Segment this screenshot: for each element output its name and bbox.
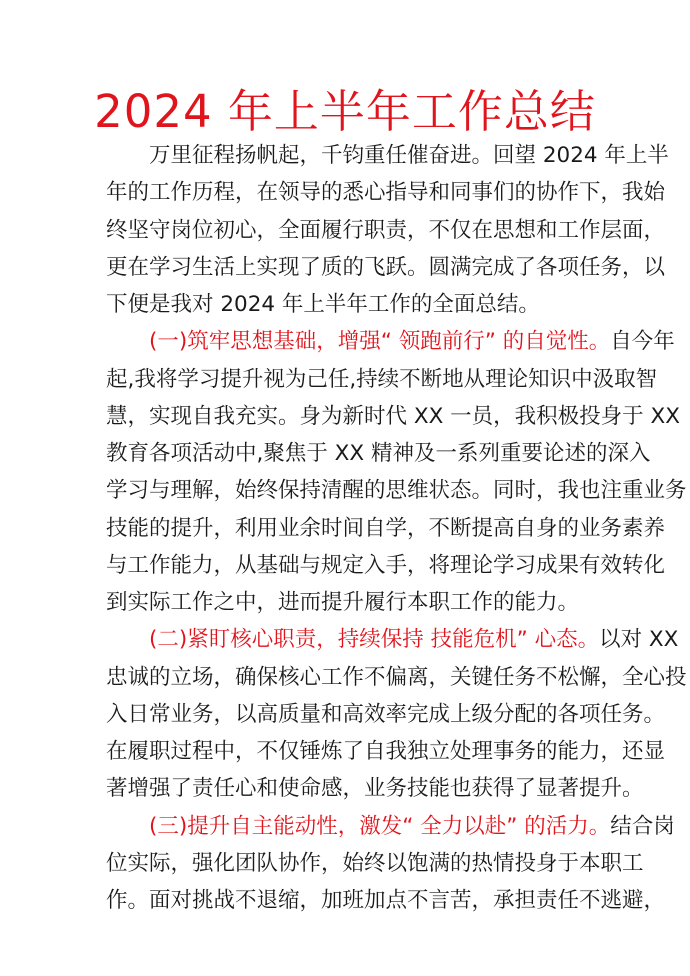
text-line bbox=[106, 323, 675, 360]
text-line: 到实际工作之中，进而提升履行本职工作的能力。 bbox=[106, 590, 580, 615]
text-line: 位实际，强化团队协作，始终以饱满的热情投身于本职工 bbox=[106, 850, 644, 876]
text-line: 入日常业务，以高质量和高效率完成上级分配的各项任务。 bbox=[106, 701, 666, 727]
text-line bbox=[106, 808, 675, 845]
section-1-paragraph bbox=[106, 323, 687, 621]
text-line: 年的工作历程，在领导的悉心指导和同事们的协作下，我始 bbox=[106, 180, 666, 206]
section-3-paragraph bbox=[106, 808, 675, 920]
text-span: 自今年 bbox=[610, 329, 675, 355]
section-heading: (二)紧盯核心职责，持续保持 技能危机” 心态。 bbox=[149, 627, 600, 653]
document-body bbox=[106, 137, 687, 919]
text-line: 终坚守岗位初心，全面履行职责，不仅在思想和工作层面， bbox=[106, 217, 666, 243]
text-line: 学习与理解，始终保持清醒的思维状态。同时，我也注重业务 bbox=[106, 478, 687, 504]
text-line: 作。面对挑战不退缩，加班加点不言苦，承担责任不逃避， bbox=[106, 888, 666, 913]
text-line: 万里征程扬帆起，千钧重任催奋进。回望 2024 年上半 bbox=[149, 143, 669, 168]
text-line: 起,我将学习提升视为己任,持续不断地从理论知识中汲取智 bbox=[106, 366, 658, 392]
text-span: 结合岗 bbox=[610, 813, 675, 839]
text-line: 著增强了责任心和使命感，业务技能也获得了显著提升。 bbox=[106, 776, 644, 802]
text-line: 下便是我对 2024 年上半年工作的全面总结。 bbox=[106, 292, 540, 317]
text-line: 慧，实现自我充实。身为新时代 XX 一员，我积极投身于 XX bbox=[106, 403, 680, 429]
text-line bbox=[106, 621, 679, 658]
text-line: 教育各项活动中,聚焦于 XX 精神及一系列重要论述的深入 bbox=[106, 441, 651, 466]
section-2-paragraph bbox=[106, 621, 687, 807]
text-line: 与工作能力，从基础与规定入手，将理论学习成果有效转化 bbox=[106, 552, 666, 578]
section-heading: (一)筑牢思想基础，增强“ 领跑前行” 的自觉性。 bbox=[149, 329, 611, 355]
text-line: 在履职过程中，不仅锤炼了自我独立处理事务的能力，还显 bbox=[106, 739, 666, 764]
text-line: 技能的提升，利用业余时间自学，不断提高自身的业务素养 bbox=[106, 515, 666, 541]
text-line: 更在学习生活上实现了质的飞跃。圆满完成了各项任务，以 bbox=[106, 254, 666, 280]
text-span: 以对 XX bbox=[599, 627, 679, 653]
document-title: 2024 年上半年工作总结 bbox=[94, 85, 596, 138]
text-line: 忠诚的立场，确保核心工作不偏离，关键任务不松懈，全心投 bbox=[106, 664, 687, 690]
intro-paragraph bbox=[106, 137, 669, 323]
section-heading: (三)提升自主能动性，激发“ 全力以赴” 的活力。 bbox=[149, 813, 611, 839]
